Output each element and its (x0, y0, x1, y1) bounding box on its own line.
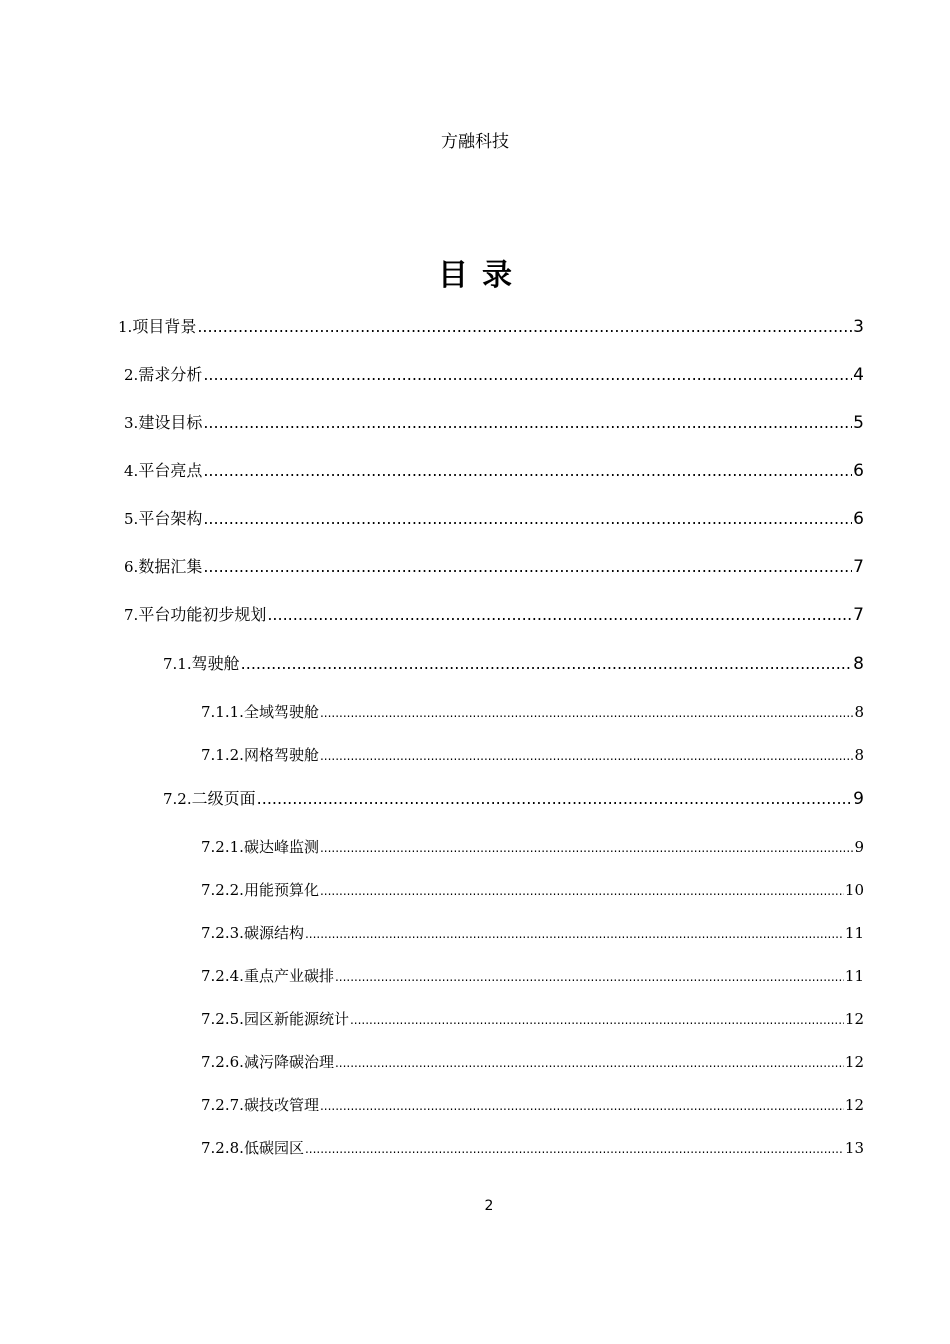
toc-entry-title: 重点产业碳排 (243, 967, 334, 985)
toc-entry-title: 平台架构 (138, 509, 203, 528)
toc-dot-leader (320, 746, 854, 766)
toc-entry-page: 11 (844, 924, 864, 942)
toc-entry-title: 碳达峰监测 (243, 838, 319, 856)
toc-entry[interactable] (124, 413, 864, 433)
toc-entry[interactable] (201, 1138, 864, 1159)
toc-dot-leader (320, 881, 844, 901)
toc-dot-leader (203, 557, 852, 577)
toc-entry-number: 3. (124, 414, 139, 432)
toc-entry-page: 9 (853, 789, 864, 809)
toc-entry-page: 6 (853, 461, 864, 481)
toc-entry-number: 4. (124, 462, 139, 480)
toc-entry-title: 需求分析 (138, 365, 203, 384)
toc-entry-title: 平台亮点 (138, 461, 203, 480)
toc-entry-title: 驾驶舱 (191, 654, 240, 673)
toc-entry-number: 7.2.8. (201, 1139, 244, 1157)
toc-dot-leader (350, 1010, 844, 1030)
toc-dot-leader (203, 509, 852, 529)
toc-entry-number: 7. (124, 606, 139, 624)
toc-dot-leader (203, 461, 852, 481)
toc-entry-number: 1. (118, 318, 133, 336)
toc-dot-leader (267, 605, 852, 625)
toc-dot-leader (305, 1139, 844, 1159)
toc-entry-page: 8 (854, 746, 864, 764)
toc-entry-page: 11 (844, 967, 864, 985)
toc-entry-page: 8 (854, 703, 864, 721)
toc-entry[interactable] (124, 365, 864, 385)
toc-entry-page: 6 (853, 509, 864, 529)
toc-entry-number: 5. (124, 510, 139, 528)
toc-entry[interactable] (124, 461, 864, 481)
toc-entry[interactable] (201, 1009, 864, 1030)
toc-entry-number: 7.2.5. (201, 1010, 244, 1028)
toc-dot-leader (320, 703, 854, 723)
toc-entry[interactable] (124, 605, 864, 625)
toc-entry-page: 8 (853, 654, 864, 674)
toc-entry[interactable] (201, 880, 864, 901)
toc-dot-leader (197, 317, 852, 337)
toc-dot-leader (257, 789, 853, 809)
toc-dot-leader (305, 924, 844, 944)
toc-entry-number: 7.2.2. (201, 881, 244, 899)
toc-entry[interactable] (201, 1095, 864, 1116)
toc-entry-number: 6. (124, 558, 139, 576)
toc-entry-page: 10 (844, 881, 864, 899)
toc-entry-number: 7.1. (163, 655, 192, 673)
toc-entry[interactable] (163, 654, 864, 674)
toc-entry[interactable] (124, 557, 864, 577)
toc-entry[interactable] (201, 745, 864, 766)
toc-entry-title: 减污降碳治理 (243, 1053, 334, 1071)
toc-entry-page: 13 (844, 1139, 864, 1157)
toc-entry-number: 7.2.1. (201, 838, 244, 856)
toc-entry[interactable] (124, 509, 864, 529)
toc-dot-leader (203, 413, 852, 433)
toc-entry-page: 4 (853, 365, 864, 385)
toc-dot-leader (203, 365, 852, 385)
toc-entry[interactable] (201, 1052, 864, 1073)
toc-entry-number: 2. (124, 366, 139, 384)
toc-entry-number: 7.2. (163, 790, 192, 808)
toc-entry-number: 7.2.4. (201, 967, 244, 985)
toc-entry-page: 12 (844, 1010, 864, 1028)
toc-entry-number: 7.2.3. (201, 924, 244, 942)
toc-entry-page: 5 (853, 413, 864, 433)
toc-entry[interactable] (201, 966, 864, 987)
toc-entry-page: 12 (844, 1053, 864, 1071)
toc-entry[interactable] (118, 317, 864, 337)
toc-entry-title: 用能预算化 (243, 881, 319, 899)
toc-entry-page: 7 (853, 557, 864, 577)
toc-entry-title: 建设目标 (138, 413, 203, 432)
toc-entry[interactable] (201, 923, 864, 944)
toc-entry-number: 7.1.1. (201, 703, 244, 721)
toc-dot-leader (335, 967, 844, 987)
toc-entry[interactable] (201, 837, 864, 858)
toc-dot-leader (335, 1053, 844, 1073)
toc-entry[interactable] (201, 702, 864, 723)
toc-entry-title: 二级页面 (191, 789, 256, 808)
toc-entry-title: 数据汇集 (138, 557, 203, 576)
toc-dot-leader (320, 838, 854, 858)
toc-entry-title: 全域驾驶舱 (243, 703, 319, 721)
toc-dot-leader (320, 1096, 844, 1116)
toc-title: 目录 (438, 258, 526, 293)
page-number: 2 (484, 1198, 494, 1214)
toc-entry[interactable] (163, 789, 864, 809)
toc-entry-title: 平台功能初步规划 (138, 605, 267, 624)
toc-entry-page: 3 (853, 317, 864, 337)
toc-entry-title: 园区新能源统计 (243, 1010, 349, 1028)
toc-entry-number: 7.1.2. (201, 746, 244, 764)
toc-entry-title: 低碳园区 (243, 1139, 304, 1157)
toc-entry-title: 碳技改管理 (243, 1096, 319, 1114)
company-header: 方融科技 (441, 132, 509, 152)
toc-entry-number: 7.2.7. (201, 1096, 244, 1114)
toc-entry-page: 12 (844, 1096, 864, 1114)
toc-dot-leader (241, 654, 853, 674)
toc-entry-title: 网格驾驶舱 (243, 746, 319, 764)
toc-entry-number: 7.2.6. (201, 1053, 244, 1071)
toc-entry-page: 9 (854, 838, 864, 856)
toc-entry-title: 项目背景 (132, 317, 197, 336)
toc-entry-page: 7 (853, 605, 864, 625)
toc-entry-title: 碳源结构 (243, 924, 304, 942)
